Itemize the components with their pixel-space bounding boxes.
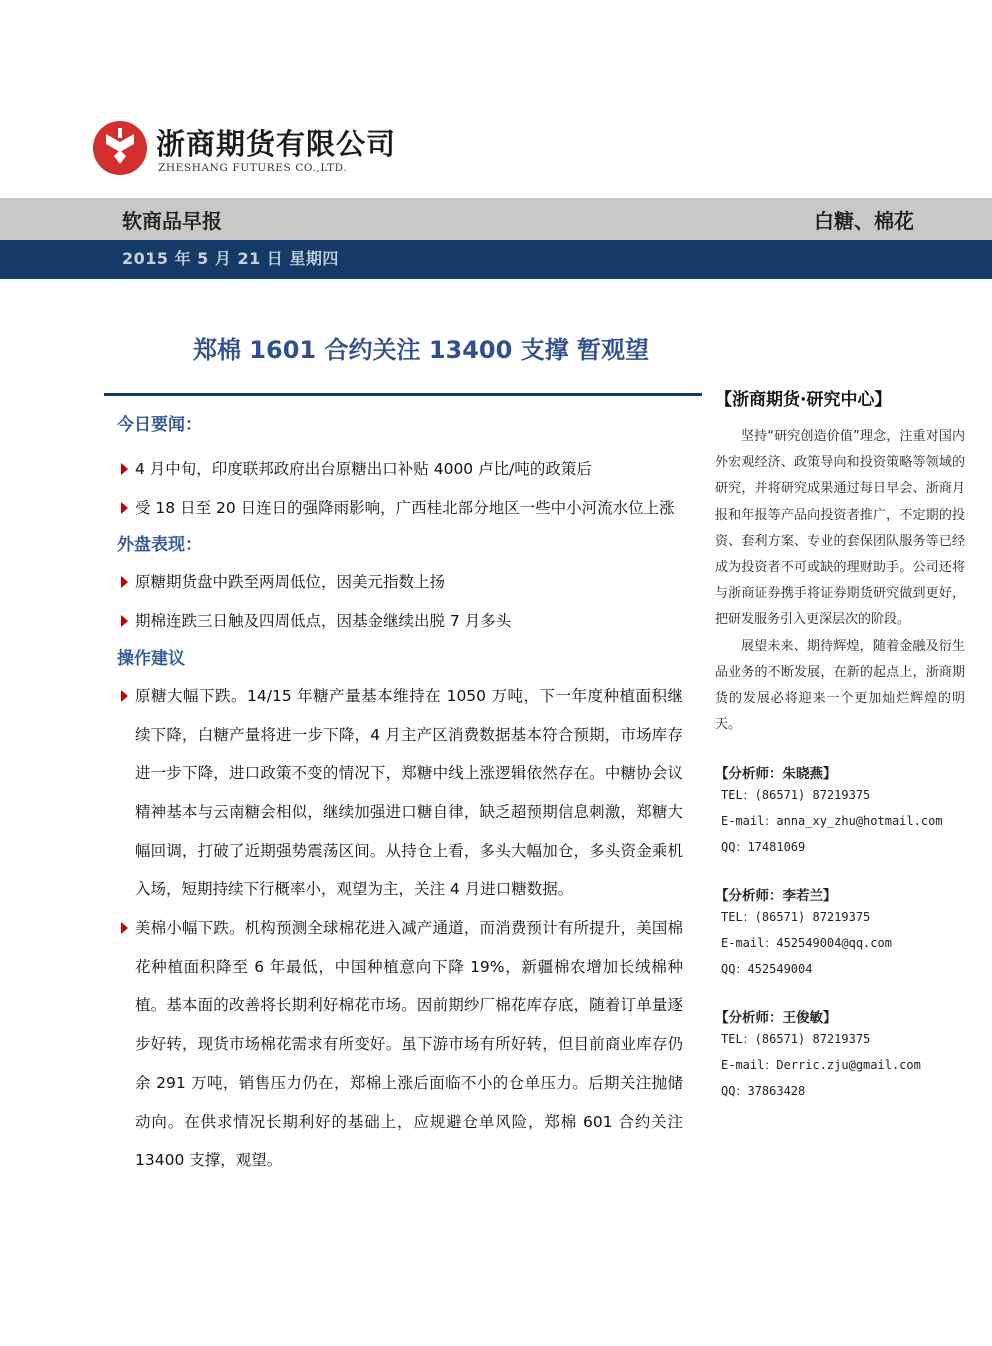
date-band [0, 240, 992, 279]
news-item: 受 18 日至 20 日连日的强降雨影响，广西桂北部分地区一些中小河流水位上涨 [117, 489, 683, 528]
advice-cotton: 美棉小幅下跌。机构预测全球棉花进入减产通道，而消费预计有所提升，美国棉花种植面积降至 6 年最低，中国种植意向下降 19%，新疆棉农增加长绒棉种植。基本面的改善将长期利好棉花市场。因前期纱厂棉花库存底，随着订单量逐步好转，现货市场棉花需求有所变好。虽下游市场有所好转，但目前商业库存仍余 291 万吨，销售压力仍在，郑棉上涨后面临不小的仓单压力。后期关注抛储动向。在供求情况长期利好的基础上，应规避仓单风险，郑棉 601 合约关注 13400 支撑，观望。 [117, 909, 683, 1180]
overseas-item: 原糖期货盘中跌至两周低位，因美元指数上扬 [117, 563, 683, 602]
main-content [117, 410, 683, 1180]
news-heading: 今日要闻： [117, 415, 202, 435]
overseas-item: 期棉连跌三日触及四周低点，因基金继续出脱 7 月多头 [117, 602, 683, 641]
analyst-tel: TEL：(86571) 87219375 [721, 1032, 871, 1047]
analyst-name: 【分析师：朱晓燕】 [715, 766, 837, 783]
advice-heading: 操作建议 [117, 648, 185, 669]
headline-divider [104, 393, 702, 396]
analyst-email[interactable]: E-mail：452549004@qq.com [721, 936, 892, 951]
company-name-en: ZHESHANG FUTURES CO.,LTD. [158, 162, 348, 174]
analyst-email[interactable]: E-mail：Derric.zju@gmail.com [721, 1058, 921, 1073]
sidebar-title: 【浙商期货·研究中心】 [715, 390, 892, 410]
analyst-qq: QQ：17481069 [721, 840, 806, 855]
analyst-tel: TEL：(86571) 87219375 [721, 910, 871, 925]
bullet-arrow-icon [121, 690, 128, 702]
analyst-card [715, 884, 965, 982]
analyst-card [715, 762, 965, 860]
bullet-arrow-icon [121, 576, 128, 588]
analyst-card [715, 1006, 965, 1104]
report-type: 软商品早报 [122, 209, 222, 233]
news-item: 4 月中旬，印度联邦政府出台原糖出口补贴 4000 卢比/吨的政策后 [117, 450, 683, 489]
report-date: 2015 年 5 月 21 日 星期四 [122, 249, 339, 268]
sidebar-paragraph: 展望未来、期待辉煌，随着金融及衍生品业务的不断发展，在新的起点上，浙商期货的发展必将迎来一个更加灿烂辉煌的明天。 [715, 638, 965, 733]
analyst-qq: QQ：452549004 [721, 962, 813, 977]
research-center-sidebar [715, 385, 965, 1104]
company-name-cn: 浙商期货有限公司 [156, 127, 397, 161]
logo-emblem-icon [92, 120, 148, 176]
bullet-arrow-icon [121, 922, 128, 934]
sidebar-paragraph: 坚持“研究创造价值”理念，注重对国内外宏观经济、政策导向和投资策略等领域的研究，并将研究成果通过每日早会、浙商月报和年报等产品向投资者推广，不定期的投资、套利方案、专业的套保团队服务等已经成为投资者不可或缺的理财助手。公司还将与浙商证券携手将证券期货研究做到更好，把研发服务引入更深层次的阶段。 [715, 429, 965, 628]
analyst-name: 【分析师：王俊敏】 [715, 1010, 837, 1027]
bullet-arrow-icon [121, 502, 128, 514]
company-logo [92, 118, 397, 180]
report-headline: 郑棉 1601 合约关注 13400 支撑 暂观望 [192, 336, 650, 364]
analyst-tel: TEL：(86571) 87219375 [721, 788, 871, 803]
report-title-band [0, 198, 992, 240]
analyst-email[interactable]: E-mail：anna_xy_zhu@hotmail.com [721, 814, 943, 829]
overseas-heading: 外盘表现： [117, 535, 202, 556]
bullet-arrow-icon [121, 463, 128, 475]
report-commodities: 白糖、棉花 [814, 209, 914, 233]
analyst-name: 【分析师：李若兰】 [715, 888, 837, 905]
bullet-arrow-icon [121, 615, 128, 627]
advice-sugar: 原糖大幅下跌。14/15 年糖产量基本维持在 1050 万吨，下一年度种植面积继续下降，白糖产量将进一步下降，4 月主产区消费数据基本符合预期，市场库存进一步下降，进口政策不变的情况下，郑糖中线上涨逻辑依然存在。中糖协会议精神基本与云南糖会相似，继续加强进口糖自律，缺乏超预期信息刺激，郑糖大幅回调，打破了近期强势震荡区间。从持仓上看，多头大幅加仓，多头资金乘机入场，短期持续下行概率小，观望为主，关注 4 月进口糖数据。 [117, 677, 683, 909]
analyst-qq: QQ：37863428 [721, 1084, 806, 1099]
